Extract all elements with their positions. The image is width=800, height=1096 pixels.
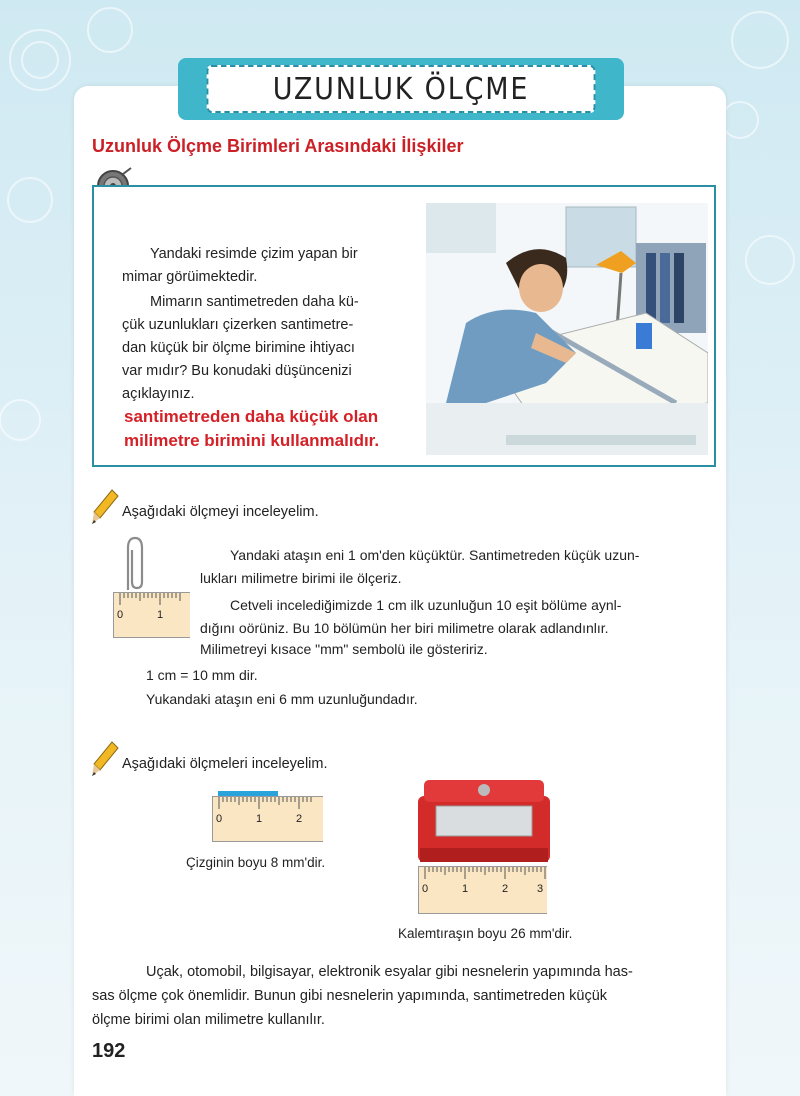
closing-text: Uçak, otomobil, bilgisayar, elektronik esyalar gibi nesnelerin yapımında has- xyxy=(146,964,633,980)
ruler-label: 1 xyxy=(157,609,164,621)
ruler-ticks xyxy=(114,593,190,609)
question-text: Mimarın santimetreden daha kü- xyxy=(150,294,359,310)
ruler xyxy=(113,592,190,638)
ruler-label: 0 xyxy=(216,813,223,825)
activity-text: Cetveli incelediğimizde 1 cm ilk uzunluğun 10 eşit bölüme aynl- xyxy=(230,597,622,613)
page-number: 192 xyxy=(92,1040,126,1062)
ruler-label: 1 xyxy=(256,813,263,825)
question-text: Yandaki resimde çizim yapan bir xyxy=(150,246,358,262)
question-text: dan küçük bir ölçme birimine ihtiyacı xyxy=(122,340,355,356)
pencil-icon xyxy=(90,740,120,778)
question-text: çük uzunlukları çizerken santimetre- xyxy=(122,317,354,333)
ruler-label: 2 xyxy=(502,883,509,895)
ruler-label: 0 xyxy=(117,609,124,621)
ruler xyxy=(212,796,323,842)
ruler xyxy=(418,866,547,914)
pencil-icon xyxy=(90,488,120,526)
ruler-label: 1 xyxy=(462,883,469,895)
ruler-label: 3 xyxy=(537,883,544,895)
caption: Çizginin boyu 8 mm'dir. xyxy=(186,855,326,870)
activity-text: 1 cm = 10 mm dir. xyxy=(146,667,258,683)
activity-text: lukları milimetre birimi ile ölçeriz. xyxy=(200,570,402,586)
ruler-ticks xyxy=(213,797,323,813)
question-text: mimar görüimektedir. xyxy=(122,269,258,285)
activity-text: dığını oörüniz. Bu 10 bölümün her biri milimetre olarak adlandınlır. xyxy=(200,620,609,636)
ruler-label: 0 xyxy=(422,883,429,895)
section-heading: Uzunluk Ölçme Birimleri Arasındaki İlişkiler xyxy=(92,136,464,156)
page-title: UZUNLUK ÖLÇME xyxy=(207,65,596,113)
ruler-ticks xyxy=(419,867,547,883)
ruler-label: 2 xyxy=(296,813,303,825)
closing-text: ölçme birimi olan milimetre kullanılır. xyxy=(92,1012,325,1028)
pencil-sharpener-icon xyxy=(414,776,554,866)
activity-heading: Aşağıdaki ölçmeleri inceleyelim. xyxy=(122,756,328,772)
caption: Kalemtıraşın boyu 26 mm'dir. xyxy=(398,926,573,941)
answer-text: santimetreden daha küçük olan xyxy=(124,407,379,426)
question-text: açıklayınız. xyxy=(122,386,195,402)
activity-heading: Aşağıdaki ölçmeyi inceleyelim. xyxy=(122,504,319,520)
answer-text: milimetre birimini kullanmalıdır. xyxy=(124,431,380,450)
activity-text: Milimetreyi kısace "mm" sembolü ile gösteririz. xyxy=(200,641,488,657)
activity-text: Yandaki ataşın eni 1 om'den küçüktür. Santimetreden küçük uzun- xyxy=(230,547,640,563)
closing-text: sas ölçme çok önemlidir. Bunun gibi nesnelerin yapımında, santimetreden küçük xyxy=(92,988,608,1004)
question-text: var mıdır? Bu konudaki düşüncenizi xyxy=(122,363,352,379)
paperclip-icon xyxy=(120,534,150,594)
activity-text: Yukandaki ataşın eni 6 mm uzunluğundadır. xyxy=(146,691,418,707)
architect-illustration xyxy=(426,203,708,455)
title-banner xyxy=(178,58,624,120)
question-box xyxy=(92,185,716,467)
